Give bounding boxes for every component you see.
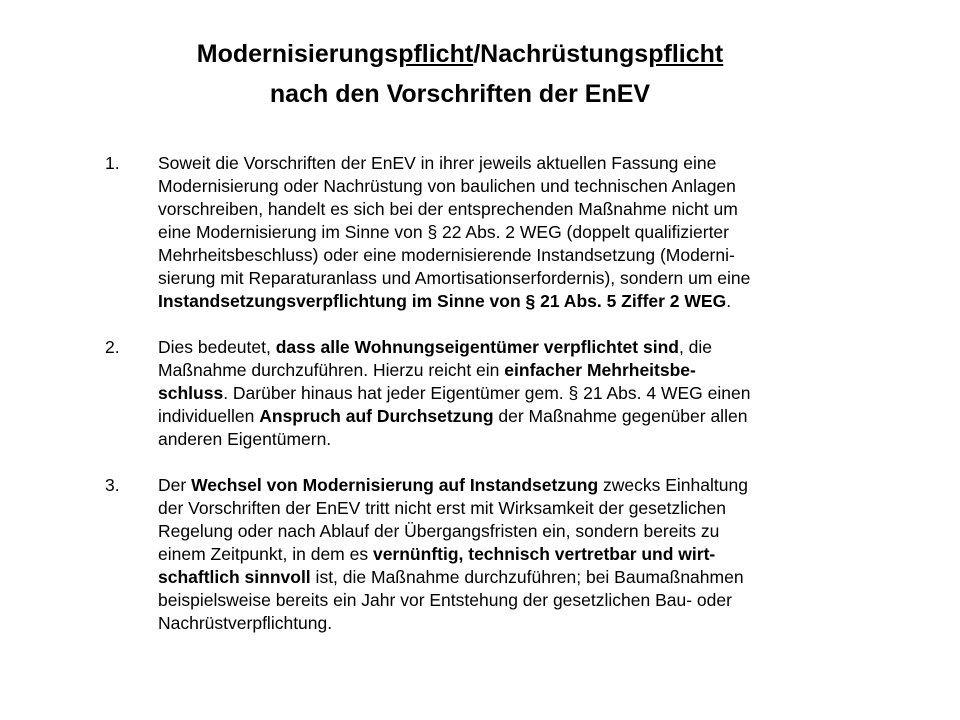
- text-line: [158, 359, 905, 382]
- text-line: [158, 267, 905, 290]
- title-text: /Nachrüstungs: [473, 40, 649, 68]
- text-line: [158, 152, 905, 175]
- bold-text: dass alle Wohnungseigentümer verpflichtet sind: [275, 337, 679, 357]
- text-segment: . Darüber hinaus hat jeder Eigentümer gem. § 21 Abs. 4 WEG einen: [223, 383, 751, 403]
- title-text: Modernisierungs: [196, 40, 399, 68]
- text-line: [158, 612, 905, 635]
- text-line: [158, 520, 905, 543]
- list-item-text: [158, 336, 905, 451]
- bold-text: Wechsel von Modernisierung auf Instandsetzung: [191, 475, 599, 495]
- list-item-number: 1.: [105, 153, 120, 173]
- list-item-text: [158, 474, 905, 635]
- text-segment: Soweit die Vorschriften der EnEV in ihrer jeweils aktuellen Fassung eine: [158, 153, 717, 173]
- text-line: [158, 566, 905, 589]
- bold-text: schluss: [158, 383, 224, 403]
- list-item: [105, 152, 905, 313]
- list-item-number: 3.: [105, 475, 120, 495]
- title-line-1: [60, 34, 860, 74]
- text-line: [158, 175, 905, 198]
- slide-title: [60, 34, 860, 114]
- list-item: [105, 474, 905, 635]
- text-segment: einem Zeitpunkt, in dem es: [158, 544, 373, 564]
- title-underlined-text: pflicht: [398, 40, 474, 68]
- text-segment: der Maßnahme gegenüber allen: [493, 406, 748, 426]
- text-segment: sierung mit Reparaturanlass und Amortisationserfordernis), sondern um eine: [158, 268, 751, 288]
- text-segment: Mehrheitsbeschluss) oder eine modernisierende Instandsetzung (Moderni-: [158, 245, 735, 265]
- list-item: [105, 336, 905, 451]
- text-segment: eine Modernisierung im Sinne von § 22 Abs. 2 WEG (doppelt qualifizierter: [158, 222, 729, 242]
- text-segment: individuellen: [158, 406, 260, 426]
- text-segment: Dies bedeutet,: [158, 337, 276, 357]
- text-segment: Nachrüstverpflichtung.: [158, 613, 333, 633]
- title-underlined-text: pflicht: [648, 40, 724, 68]
- text-segment: vorschreiben, handelt es sich bei der entsprechenden Maßnahme nicht um: [158, 199, 738, 219]
- text-line: [158, 543, 905, 566]
- bold-text: einfacher Mehrheitsbe-: [504, 360, 696, 380]
- text-line: [158, 221, 905, 244]
- text-segment: anderen Eigentümern.: [158, 429, 332, 449]
- text-line: [158, 336, 905, 359]
- text-segment: Maßnahme durchzuführen. Hierzu reicht ein: [158, 360, 505, 380]
- text-line: [158, 497, 905, 520]
- text-segment: beispielsweise bereits ein Jahr vor Entstehung der gesetzlichen Bau- oder: [158, 590, 732, 610]
- bold-text: vernünftig, technisch vertretbar und wirt-: [372, 544, 716, 564]
- bold-text: Instandsetzungsverpflichtung im Sinne von § 21 Abs. 5 Ziffer 2 WEG: [158, 291, 727, 311]
- text-segment: der Vorschriften der EnEV tritt nicht erst mit Wirksamkeit der gesetzlichen: [158, 498, 726, 518]
- text-segment: .: [726, 291, 732, 311]
- text-segment: ist, die Maßnahme durchzuführen; bei Baumaßnahmen: [310, 567, 744, 587]
- list-item-text: [158, 152, 905, 313]
- text-segment: Modernisierung oder Nachrüstung von baulichen und technischen Anlagen: [158, 176, 736, 196]
- text-line: [158, 474, 905, 497]
- bold-text: schaftlich sinnvoll: [158, 567, 311, 587]
- text-line: [158, 244, 905, 267]
- text-segment: Regelung oder nach Ablauf der Übergangsfristen ein, sondern bereits zu: [158, 521, 720, 541]
- text-line: [158, 428, 905, 451]
- bold-text: Anspruch auf Durchsetzung: [259, 406, 494, 426]
- text-line: [158, 198, 905, 221]
- text-segment: Der: [158, 475, 192, 495]
- text-line: [158, 290, 905, 313]
- text-segment: zwecks Einhaltung: [598, 475, 748, 495]
- text-line: [158, 405, 905, 428]
- numbered-list: [105, 152, 905, 635]
- title-line-2: nach den Vorschriften der EnEV: [269, 80, 651, 108]
- text-line: [158, 382, 905, 405]
- text-line: [158, 589, 905, 612]
- list-item-number: 2.: [105, 337, 120, 357]
- text-segment: , die: [678, 337, 713, 357]
